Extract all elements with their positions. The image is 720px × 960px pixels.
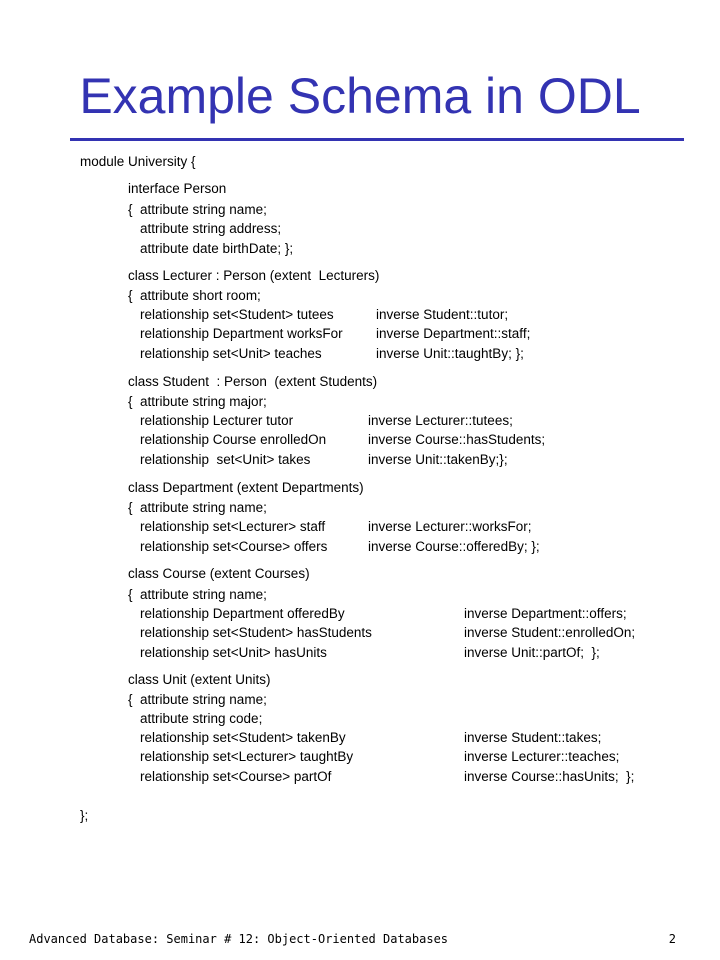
student-rel-3-inverse: inverse Unit::takenBy;}; (368, 452, 508, 467)
student-rel-2-decl: relationship Course enrolledOn (140, 432, 327, 447)
department-line-1: class Department (extent Departments) (128, 480, 364, 495)
person-line-3: attribute string address; (140, 221, 282, 236)
student-line-1: class Student : Person (extent Students) (128, 374, 378, 389)
lecturer-rel-1-decl: relationship set<Student> tutees (140, 307, 334, 322)
module-close-line: }; (80, 808, 89, 823)
student-rel-1-inverse: inverse Lecturer::tutees; (368, 413, 513, 428)
unit-rel-2-inverse: inverse Lecturer::teaches; (464, 749, 620, 764)
course-rel-1-inverse: inverse Department::offers; (464, 606, 627, 621)
person-line-2: { attribute string name; (128, 202, 267, 217)
person-line-1: interface Person (128, 181, 227, 196)
footer-course-title: Advanced Database: Seminar # 12: Object-Oriented Databases (29, 932, 449, 946)
unit-rel-2-decl: relationship set<Lecturer> taughtBy (140, 749, 354, 764)
student-line-2: { attribute string major; (128, 394, 267, 409)
unit-line-1: class Unit (extent Units) (128, 672, 271, 687)
lecturer-rel-1-inverse: inverse Student::tutor; (376, 307, 509, 322)
course-line-2: { attribute string name; (128, 587, 267, 602)
slide-title: Example Schema in ODL (79, 68, 641, 124)
footer-page-number: 2 (668, 932, 676, 946)
student-rel-2-inverse: inverse Course::hasStudents; (368, 432, 546, 447)
department-rel-1-inverse: inverse Lecturer::worksFor; (368, 519, 532, 534)
module-open-line: module University { (80, 154, 196, 169)
title-underline (70, 138, 684, 141)
unit-line-2: { attribute string name; (128, 692, 267, 707)
lecturer-rel-2-decl: relationship Department worksFor (140, 326, 343, 341)
department-line-2: { attribute string name; (128, 500, 267, 515)
person-line-4: attribute date birthDate; }; (140, 241, 294, 256)
unit-line-3: attribute string code; (140, 711, 263, 726)
unit-rel-1-inverse: inverse Student::takes; (464, 730, 602, 745)
lecturer-line-1: class Lecturer : Person (extent Lecturers) (128, 268, 380, 283)
department-rel-2-inverse: inverse Course::offeredBy; }; (368, 539, 540, 554)
course-rel-2-decl: relationship set<Student> hasStudents (140, 625, 372, 640)
department-rel-1-decl: relationship set<Lecturer> staff (140, 519, 326, 534)
lecturer-rel-3-inverse: inverse Unit::taughtBy; }; (376, 346, 524, 361)
student-rel-3-decl: relationship set<Unit> takes (140, 452, 311, 467)
unit-rel-3 (140, 769, 635, 833)
student-rel-1-decl: relationship Lecturer tutor (140, 413, 294, 428)
course-rel-3-decl: relationship set<Unit> hasUnits (140, 645, 327, 660)
lecturer-rel-2-inverse: inverse Department::staff; (376, 326, 531, 341)
course-rel-1-decl: relationship Department offeredBy (140, 606, 345, 621)
lecturer-line-2: { attribute short room; (128, 288, 261, 303)
course-line-1: class Course (extent Courses) (128, 566, 310, 581)
course-rel-3-inverse: inverse Unit::partOf; }; (464, 645, 600, 660)
unit-rel-1-decl: relationship set<Student> takenBy (140, 730, 346, 745)
unit-rel-3-decl: relationship set<Course> partOf (140, 769, 332, 784)
department-rel-2-decl: relationship set<Course> offers (140, 539, 328, 554)
unit-rel-3-inverse: inverse Course::hasUnits; }; (464, 769, 635, 784)
lecturer-rel-3-decl: relationship set<Unit> teaches (140, 346, 322, 361)
course-rel-2-inverse: inverse Student::enrolledOn; (464, 625, 636, 640)
